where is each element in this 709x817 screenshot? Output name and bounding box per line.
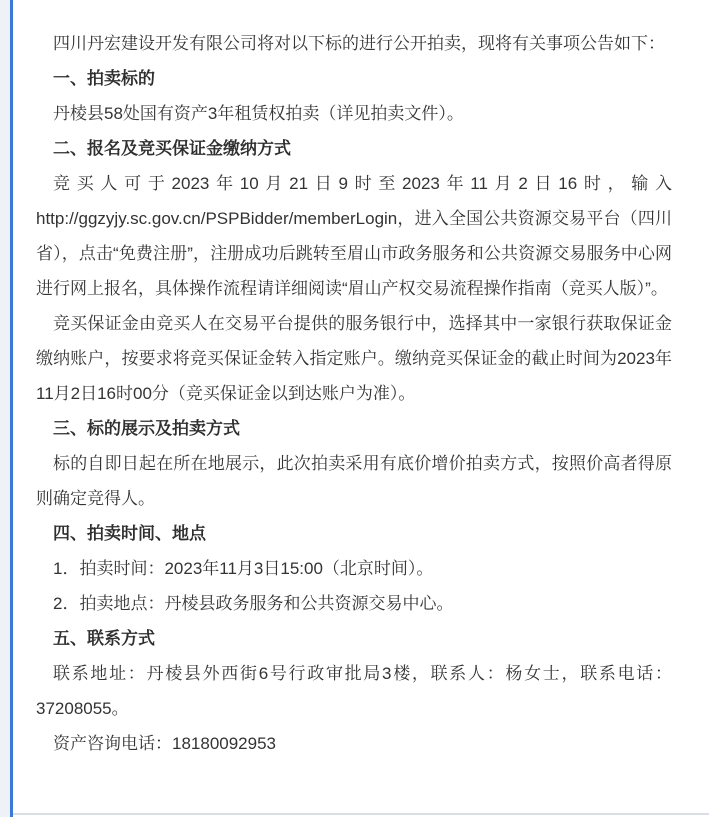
section-2-paragraph-registration: 竞买人可于2023年10月21日9时至2023年11月2日16时，输入http://ggzyjy.sc.gov.cn/PSPBidder/memberLogin，进入全国公共资源交易平台（四川省），点击“免费注册”，注册成功后跳转至眉山市政务服务和公共资源交易服务中心网进行网上报名，具体操作流程请详细阅读“眉山产权交易流程操作指南（竞买人版）”。 (36, 174, 672, 298)
intro-paragraph: 四川丹宏建设开发有限公司将对以下标的进行公开拍卖，现将有关事项公告如下： (53, 34, 665, 53)
section-4-paragraph-place: 2．拍卖地点：丹棱县政务服务和公共资源交易中心。 (53, 594, 454, 613)
section-4-paragraph-time: 1．拍卖时间：2023年11月3日15:00（北京时间）。 (53, 559, 434, 578)
section-3-paragraph: 标的自即日起在所在地展示，此次拍卖采用有底价增价拍卖方式，按照价高者得原则确定竞得人。 (36, 454, 672, 508)
section-5-paragraph-contact: 联系地址：丹棱县外西街6号行政审批局3楼，联系人：杨女士，联系电话：37208055。 (36, 664, 672, 718)
section-5-paragraph-consult-phone: 资产咨询电话：18180092953 (53, 734, 277, 753)
announcement-document (13, 0, 709, 761)
section-2-heading: 二、报名及竞买保证金缴纳方式 (53, 139, 291, 158)
section-2-paragraph-deposit: 竞买保证金由竞买人在交易平台提供的服务银行中，选择其中一家银行获取保证金缴纳账户，按要求将竞买保证金转入指定账户。缴纳竞买保证金的截止时间为2023年11月2日16时00分（竞买保证金以到达账户为准）。 (36, 314, 672, 403)
bottom-divider-line (13, 813, 709, 815)
section-3-heading: 三、标的展示及拍卖方式 (53, 419, 240, 438)
section-1-paragraph: 丹棱县58处国有资产3年租赁权拍卖（详见拍卖文件）。 (53, 104, 464, 123)
section-1-heading: 一、拍卖标的 (53, 69, 155, 88)
section-5-heading: 五、联系方式 (53, 629, 155, 648)
left-margin-strip (0, 0, 10, 817)
section-4-heading: 四、拍卖时间、地点 (53, 524, 206, 543)
